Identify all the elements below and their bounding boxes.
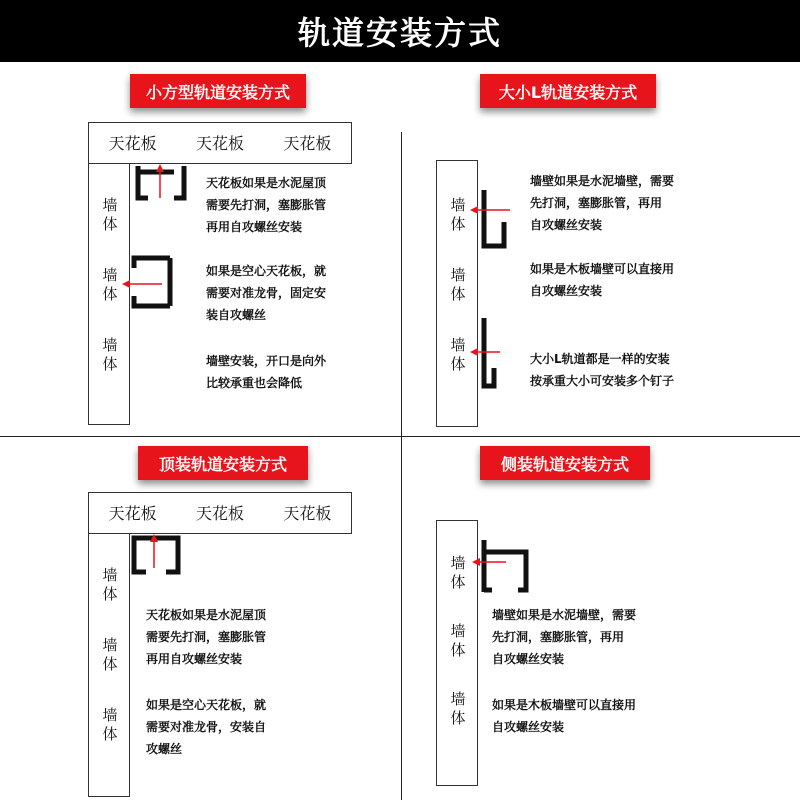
- wall-label: 墙 体: [102, 566, 118, 603]
- desc-text: 天花板如果是水泥屋顶 需要先打洞，塞膨胀管 再用自攻螺丝安装: [146, 608, 267, 666]
- desc-text: 墙壁如果是水泥墙壁，需要 先打洞，塞膨胀管，再用 自攻螺丝安装: [530, 174, 675, 232]
- wall-label: 墙 体: [450, 622, 466, 659]
- wall-label: 墙 体: [102, 266, 118, 303]
- arrow-head: [472, 558, 480, 566]
- desc-text: 天花板如果是水泥屋顶 需要先打洞，塞膨胀管 再用自攻螺丝安装: [206, 176, 327, 234]
- ceiling-label: 天花板: [108, 504, 157, 523]
- badge-top-mount: 顶装轨道安装方式: [138, 446, 308, 480]
- wall-label: 墙 体: [450, 690, 466, 727]
- ceiling-label: 天花板: [108, 134, 157, 153]
- ceiling-label: 天花板: [283, 134, 332, 153]
- wall-label: 墙 体: [450, 554, 466, 591]
- ceiling-label: 天花板: [195, 504, 244, 523]
- wall-label: 墙 体: [102, 196, 118, 233]
- page-title: 轨道安装方式: [297, 14, 502, 52]
- ceiling-label: 天花板: [283, 504, 332, 523]
- desc-text: 墙壁安装，开口是向外 比较承重也会降低: [206, 354, 327, 390]
- rail-shape: [484, 540, 526, 592]
- ceiling-label: 天花板: [195, 134, 244, 153]
- desc-text: 如果是木板墙壁可以直接用 自攻螺丝安装: [530, 262, 675, 298]
- desc-text: 如果是木板墙壁可以直接用 自攻螺丝安装: [492, 698, 637, 734]
- badge-small-square: 小方型轨道安装方式: [130, 74, 306, 108]
- wall-label: 墙 体: [450, 266, 466, 303]
- badge-big-small-l: 大小L轨道安装方式: [480, 74, 656, 108]
- desc-text: 大小L轨道都是一样的安装 按承重大小可安装多个钉子: [530, 352, 675, 388]
- desc-text: 墙壁如果是水泥墙壁，需要 先打洞，塞膨胀管，再用 自攻螺丝安装: [492, 608, 637, 666]
- badge-side-mount: 侧装轨道安装方式: [480, 446, 650, 480]
- wall-label: 墙 体: [102, 636, 118, 673]
- wall-label: 墙 体: [102, 706, 118, 743]
- wall-label: 墙 体: [450, 336, 466, 373]
- wall-label: 墙 体: [102, 336, 118, 373]
- desc-text: 如果是空心天花板，就 需要对准龙骨，固定安 装自攻螺丝: [206, 264, 327, 322]
- wall-label: 墙 体: [450, 196, 466, 233]
- desc-text: 如果是空心天花板，就 需要对准龙骨，安装自 攻螺丝: [146, 698, 267, 756]
